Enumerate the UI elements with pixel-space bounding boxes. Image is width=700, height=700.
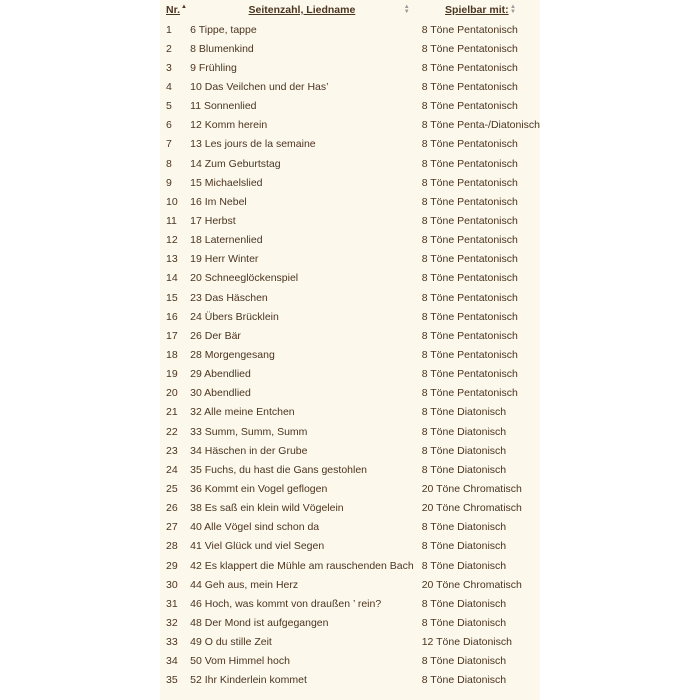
cell-song: 14 Zum Geburtstag	[190, 157, 281, 170]
cell-song: 42 Es klappert die Mühle am rauschenden Bach	[190, 559, 414, 572]
table-row	[160, 518, 540, 537]
table-row	[160, 192, 540, 211]
cell-playable: 8 Töne Pentatonisch	[421, 329, 518, 342]
cell-song: 34 Häschen in der Grube	[190, 444, 308, 457]
table-row	[160, 250, 540, 269]
table-row	[160, 97, 540, 116]
table-row	[160, 441, 540, 460]
table-row	[160, 422, 540, 441]
cell-song: 49 O du stille Zeit	[190, 636, 272, 649]
cell-song: 9 Frühling	[190, 61, 237, 74]
cell-nr: 20	[166, 387, 178, 400]
cell-nr: 7	[166, 138, 172, 151]
cell-nr: 26	[166, 502, 178, 515]
cell-playable: 8 Töne Pentatonisch	[421, 348, 518, 361]
cell-song: 20 Schneeglöckenspiel	[190, 272, 299, 285]
column-header-playable[interactable]	[414, 0, 540, 20]
cell-song: 8 Blumenkind	[190, 42, 254, 55]
column-header-song-label: Seitenzahl, Liedname	[248, 4, 356, 16]
cell-playable: 8 Töne Pentatonisch	[421, 61, 518, 74]
cell-nr: 34	[166, 655, 178, 668]
table-row	[160, 116, 540, 135]
cell-playable: 8 Töne Pentatonisch	[421, 42, 518, 55]
cell-nr: 1	[166, 23, 172, 36]
cell-playable: 8 Töne Diatonisch	[421, 559, 507, 572]
cell-song: 15 Michaelslied	[190, 176, 263, 189]
song-table-panel	[160, 0, 540, 700]
cell-nr: 24	[166, 463, 178, 476]
table-row	[160, 173, 540, 192]
table-row	[160, 633, 540, 652]
cell-song: 17 Herbst	[190, 214, 236, 227]
cell-playable: 8 Töne Diatonisch	[421, 655, 507, 668]
cell-playable: 8 Töne Pentatonisch	[421, 80, 518, 93]
cell-playable: 8 Töne Diatonisch	[421, 616, 507, 629]
table-row	[160, 77, 540, 96]
cell-playable: 12 Töne Diatonisch	[421, 636, 512, 649]
cell-nr: 15	[166, 291, 178, 304]
cell-nr: 31	[166, 597, 178, 610]
cell-song: 6 Tippe, tappe	[190, 23, 257, 36]
table-row	[160, 211, 540, 230]
table-row	[160, 20, 540, 39]
cell-song: 33 Summ, Summ, Summ	[190, 425, 308, 438]
cell-nr: 19	[166, 368, 178, 381]
cell-song: 28 Morgengesang	[190, 348, 275, 361]
cell-playable: 8 Töne Diatonisch	[421, 521, 507, 534]
cell-playable: 8 Töne Diatonisch	[421, 444, 507, 457]
cell-playable: 8 Töne Pentatonisch	[421, 310, 518, 323]
sort-both-icon: ▲ ▼	[403, 4, 410, 15]
cell-nr: 16	[166, 310, 178, 323]
cell-song: 48 Der Mond ist aufgegangen	[190, 616, 329, 629]
table-row	[160, 39, 540, 58]
cell-playable: 20 Töne Chromatisch	[421, 482, 522, 495]
cell-nr: 14	[166, 272, 178, 285]
cell-song: 16 Im Nebel	[190, 195, 247, 208]
cell-nr: 4	[166, 80, 172, 93]
cell-song: 24 Übers Brücklein	[190, 310, 279, 323]
cell-song: 12 Komm herein	[190, 119, 268, 132]
cell-nr: 10	[166, 195, 178, 208]
table-row	[160, 326, 540, 345]
cell-nr: 23	[166, 444, 178, 457]
cell-nr: 33	[166, 636, 178, 649]
table-row	[160, 365, 540, 384]
cell-nr: 28	[166, 540, 178, 553]
cell-nr: 13	[166, 253, 178, 266]
cell-playable: 8 Töne Pentatonisch	[421, 214, 518, 227]
table-header-row	[160, 0, 540, 20]
table-row	[160, 288, 540, 307]
cell-nr: 12	[166, 234, 178, 247]
cell-song: 18 Laternenlied	[190, 234, 263, 247]
table-header	[160, 0, 540, 20]
table-row	[160, 403, 540, 422]
table-row	[160, 613, 540, 632]
table-row	[160, 307, 540, 326]
table-row	[160, 652, 540, 671]
cell-song: 13 Les jours de la semaine	[190, 138, 316, 151]
cell-nr: 11	[166, 214, 177, 227]
table-row	[160, 154, 540, 173]
table-row	[160, 537, 540, 556]
cell-playable: 8 Töne Pentatonisch	[421, 291, 518, 304]
table-row	[160, 345, 540, 364]
table-row	[160, 231, 540, 250]
sort-ascending-icon: ▲	[181, 4, 187, 10]
table-row	[160, 671, 540, 690]
cell-nr: 32	[166, 616, 178, 629]
cell-nr: 35	[166, 674, 178, 687]
cell-playable: 8 Töne Pentatonisch	[421, 253, 518, 266]
cell-nr: 22	[166, 425, 178, 438]
cell-nr: 29	[166, 559, 178, 572]
cell-nr: 3	[166, 61, 172, 74]
cell-song: 26 Der Bär	[190, 329, 241, 342]
cell-playable: 8 Töne Diatonisch	[421, 463, 507, 476]
cell-playable: 20 Töne Chromatisch	[421, 502, 522, 515]
cell-song: 40 Alle Vögel sind schon da	[190, 521, 320, 534]
cell-playable: 8 Töne Diatonisch	[421, 597, 507, 610]
cell-song: 44 Geh aus, mein Herz	[190, 578, 299, 591]
table-row	[160, 58, 540, 77]
cell-song: 50 Vom Himmel hoch	[190, 655, 290, 668]
table-row	[160, 556, 540, 575]
cell-playable: 8 Töne Pentatonisch	[421, 368, 518, 381]
cell-playable: 8 Töne Pentatonisch	[421, 195, 518, 208]
cell-nr: 8	[166, 157, 172, 170]
cell-song: 52 Ihr Kinderlein kommet	[190, 674, 307, 687]
cell-song: 23 Das Häschen	[190, 291, 268, 304]
cell-song: 36 Kommt ein Vogel geflogen	[190, 482, 328, 495]
cell-nr: 30	[166, 578, 178, 591]
table-body	[160, 20, 540, 690]
cell-playable: 8 Töne Pentatonisch	[421, 176, 518, 189]
cell-song: 11 Sonnenlied	[190, 100, 257, 113]
cell-song: 32 Alle meine Entchen	[190, 406, 295, 419]
cell-song: 41 Viel Glück und viel Segen	[190, 540, 325, 553]
table-row	[160, 460, 540, 479]
cell-playable: 8 Töne Pentatonisch	[421, 387, 518, 400]
column-header-playable-label: Spielbar mit:	[445, 4, 509, 16]
cell-playable: 8 Töne Pentatonisch	[421, 157, 518, 170]
cell-nr: 6	[166, 119, 172, 132]
cell-playable: 8 Töne Diatonisch	[421, 406, 507, 419]
cell-nr: 21	[166, 406, 178, 419]
cell-song: 10 Das Veilchen und der Has’	[190, 80, 329, 93]
song-table	[160, 0, 540, 690]
cell-nr: 9	[166, 176, 172, 189]
cell-nr: 17	[166, 329, 178, 342]
sort-both-icon: ▲ ▼	[510, 4, 516, 15]
cell-playable: 8 Töne Diatonisch	[421, 540, 507, 553]
cell-playable: 8 Töne Penta-/Diatonisch	[421, 119, 540, 132]
cell-playable: 8 Töne Pentatonisch	[421, 138, 518, 151]
cell-playable: 8 Töne Pentatonisch	[421, 272, 518, 285]
table-row	[160, 135, 540, 154]
column-header-nr[interactable]	[160, 0, 190, 20]
cell-playable: 8 Töne Pentatonisch	[421, 234, 518, 247]
cell-song: 38 Es saß ein klein wild Vögelein	[190, 502, 344, 515]
cell-song: 19 Herr Winter	[190, 253, 259, 266]
cell-nr: 27	[166, 521, 178, 534]
cell-song: 29 Abendlied	[190, 368, 251, 381]
table-row	[160, 499, 540, 518]
cell-playable: 8 Töne Pentatonisch	[421, 100, 518, 113]
cell-song: 46 Hoch, was kommt von draußen ’ rein?	[190, 597, 382, 610]
cell-playable: 20 Töne Chromatisch	[421, 578, 522, 591]
cell-playable: 8 Töne Diatonisch	[421, 425, 507, 438]
cell-song: 30 Abendlied	[190, 387, 251, 400]
cell-nr: 18	[166, 348, 178, 361]
cell-playable: 8 Töne Pentatonisch	[421, 23, 518, 36]
column-header-song[interactable]	[190, 0, 414, 20]
cell-nr: 5	[166, 100, 172, 113]
cell-nr: 2	[166, 42, 172, 55]
table-row	[160, 269, 540, 288]
table-row	[160, 594, 540, 613]
column-header-nr-label: Nr.	[166, 4, 181, 16]
cell-playable: 8 Töne Diatonisch	[421, 674, 507, 687]
cell-nr: 25	[166, 482, 178, 495]
table-row	[160, 384, 540, 403]
cell-song: 35 Fuchs, du hast die Gans gestohlen	[190, 463, 368, 476]
table-row	[160, 479, 540, 498]
table-row	[160, 575, 540, 594]
